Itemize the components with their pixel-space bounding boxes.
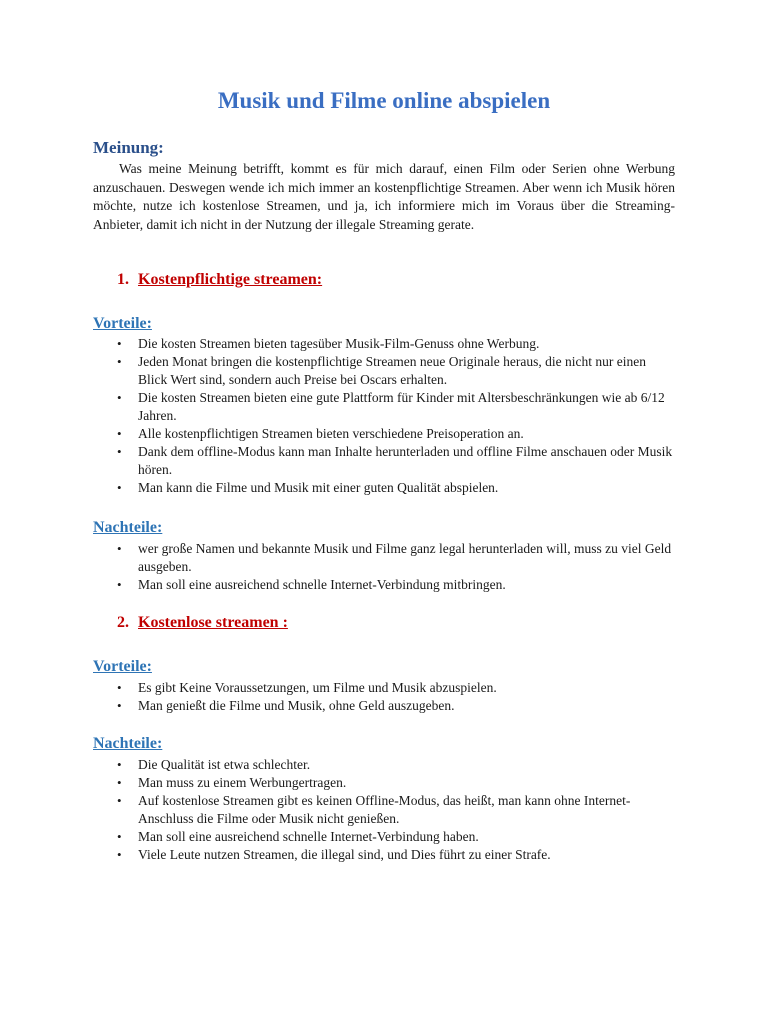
section-2-vorteile-heading: Vorteile: xyxy=(93,658,152,675)
list-item: • Man soll eine ausreichend schnelle Internet-Verbindung haben. xyxy=(117,828,677,846)
list-item: • Man soll eine ausreichend schnelle Internet-Verbindung mitbringen. xyxy=(117,576,677,594)
meinung-paragraph: Was meine Meinung betrifft, kommt es für mich darauf, einen Film oder Serien ohne Werbung anzuschauen. Deswegen wende ich mich immer an kostenpflichtige Streamen. Aber wenn ich Musik hören möchte, nutze ich kostenlose Streamen, und ja, ich informiere mich im Voraus über die Streaming-Anbieter, damit ich nicht in der Nutzung der illegale Streaming gerate. xyxy=(93,161,675,232)
meinung-heading: Meinung: xyxy=(93,138,164,157)
section-1-number: 1. xyxy=(117,271,129,288)
section-2-nachteile-list xyxy=(117,756,677,864)
section-2-heading xyxy=(117,614,288,632)
section-2-number: 2. xyxy=(117,614,129,631)
list-item: • Jeden Monat bringen die kostenpflichtige Streamen neue Originale heraus, die nicht nur einen Blick Wert sind, sondern auch Preise bei Oscars erhalten. xyxy=(117,353,677,389)
list-item: • Man muss zu einem Werbungertragen. xyxy=(117,774,677,792)
list-item: • Man kann die Filme und Musik mit einer guten Qualität abspielen. xyxy=(117,479,677,497)
list-item: • Die kosten Streamen bieten tagesüber Musik-Film-Genuss ohne Werbung. xyxy=(117,335,677,353)
page-title: Musik und Filme online abspielen xyxy=(217,88,551,113)
list-item: • Viele Leute nutzen Streamen, die illegal sind, und Dies führt zu einer Strafe. xyxy=(117,846,677,864)
list-item: • Dank dem offline-Modus kann man Inhalte herunterladen und offline Filme anschauen oder Musik hören. xyxy=(117,443,677,479)
section-1-title: Kostenpflichtige streamen: xyxy=(138,271,323,288)
list-item: • Auf kostenlose Streamen gibt es keinen Offline-Modus, das heißt, man kann ohne Internet-Anschluss die Filme oder Musik nicht genießen. xyxy=(117,792,677,828)
list-item: • wer große Namen und bekannte Musik und Filme ganz legal herunterladen will, muss zu viel Geld ausgeben. xyxy=(117,540,677,576)
section-2-nachteile-heading: Nachteile: xyxy=(93,735,163,752)
section-1-nachteile-list xyxy=(117,540,677,594)
list-item: • Es gibt Keine Voraussetzungen, um Filme und Musik abzuspielen. xyxy=(117,679,677,697)
section-1-vorteile-heading: Vorteile: xyxy=(93,315,152,332)
section-2-vorteile-list xyxy=(117,679,677,715)
list-item: • Die kosten Streamen bieten eine gute Plattform für Kinder mit Altersbeschränkungen wie ab 6/12 Jahren. xyxy=(117,389,677,425)
list-item: • Man genießt die Filme und Musik, ohne Geld auszugeben. xyxy=(117,697,677,715)
section-1-nachteile-heading: Nachteile: xyxy=(93,519,163,536)
section-2-title: Kostenlose streamen : xyxy=(138,614,288,631)
list-item: • Alle kostenpflichtigen Streamen bieten verschiedene Preisoperation an. xyxy=(117,425,677,443)
section-1-heading xyxy=(117,271,322,289)
section-1-vorteile-list xyxy=(117,335,677,497)
list-item: • Die Qualität ist etwa schlechter. xyxy=(117,756,677,774)
